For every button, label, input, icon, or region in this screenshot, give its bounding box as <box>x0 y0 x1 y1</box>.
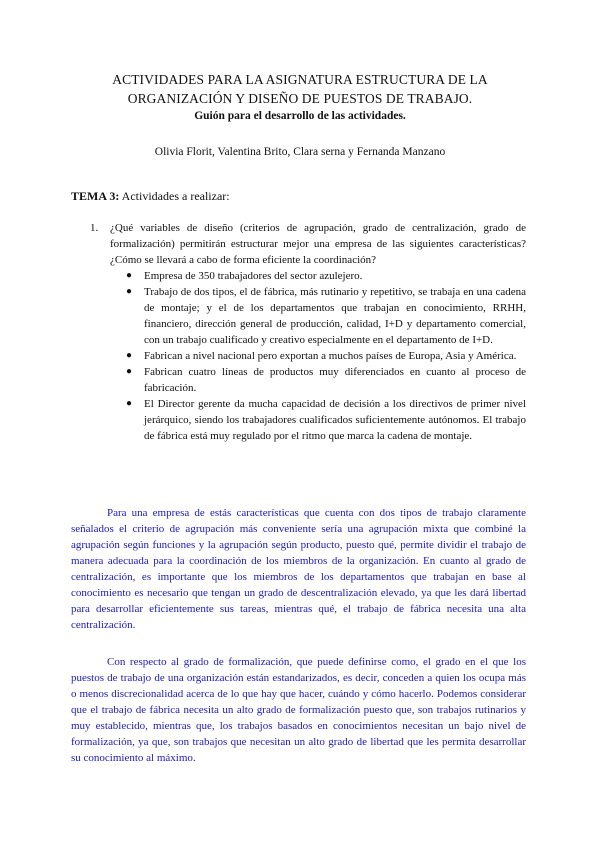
question-block <box>90 220 526 444</box>
bullet-text: Empresa de 350 trabajadores del sector azulejero. <box>144 270 363 282</box>
list-item <box>126 268 526 284</box>
bullet-icon: ● <box>126 350 133 361</box>
bullet-list <box>126 268 526 444</box>
title-line-1: ACTIVIDADES PARA LA ASIGNATURA ESTRUCTURA DE LA <box>112 72 488 87</box>
answer-paragraph-2: Con respecto al grado de formalización, que puede definirse como, el grado en el que los puestos de trabajo de una organización están estandarizados, es decir, conceden a quien los ocupa más o menos discrecionalidad acerca de lo que hay que hacer, cuándo y cómo hacerlo. Podemos considerar que el trabajo de fábrica necesita un alto grado de formalización puesto que, son trabajos rutinarios y muy establecido, mientras que, los trabajos basados en conocimientos necesitan un bajo nivel de formalización, ya que, son trabajos que necesitan un alto grado de libertad que les permita desarrollar su conocimiento al máximo. <box>71 656 526 764</box>
list-item <box>126 348 526 364</box>
list-item <box>126 284 526 348</box>
document-title <box>60 70 540 108</box>
title-line-2: ORGANIZACIÓN Y DISEÑO DE PUESTOS DE TRABAJO. <box>127 91 473 106</box>
bullet-text: Fabrican a nivel nacional pero exportan a muchos países de Europa, Asia y América. <box>144 350 517 362</box>
bullet-text: Fabrican cuatro líneas de productos muy diferenciados en cuanto al proceso de fabricación. <box>144 366 526 394</box>
list-item <box>126 396 526 444</box>
tema-text: Actividades a realizar: <box>119 189 230 203</box>
bullet-icon: ● <box>126 366 133 377</box>
bullet-icon: ● <box>126 270 133 281</box>
bullet-text: El Director gerente da mucha capacidad de decisión a los directivos de primer nivel jerárquico, siendo los trabajadores cualificados suficientemente autónomos. El trabajo de fábrica está muy regulado por el ritmo que marca la cadena de montaje. <box>144 398 526 442</box>
authors-line: Olivia Florit, Valentina Brito, Clara serna y Fernanda Manzano <box>154 146 446 158</box>
tema-label: TEMA 3: <box>71 189 120 203</box>
bullet-icon: ● <box>126 398 133 409</box>
answer-paragraph-1: Para una empresa de estás características que cuenta con dos tipos de trabajo claramente señalados el criterio de agrupación más conveniente sería una agrupación mixta que combiné la agrupación según funciones y la agrupación según producto, puesto qué, permite dividir el trabajo de manera adecuada para la coordinación de los miembros de la organización. En cuanto al grado de centralización, es importante que los miembros de los departamentos que trabajan en base al conocimiento es necesario que tengan un grado de descentralización elevado, ya que les dará libertad para desarrollar eficientemente sus tareas, mientras qué, el trabajo de fábrica necesita una alta centralización. <box>71 507 526 631</box>
bullet-text: Trabajo de dos tipos, el de fábrica, más rutinario y repetitivo, se trabaja en una cadena de montaje; y el de los departamentos que trabajan en conocimiento, RRHH, financiero, dirección general de producción, calidad, I+D y departamento comercial, con un trabajo cualificado y creativo especialmente en el departamento de I+D. <box>144 286 526 346</box>
document-subtitle: Guión para el desarrollo de las actividades. <box>194 110 406 122</box>
tema-heading <box>71 188 230 204</box>
question-text: ¿Qué variables de diseño (criterios de agrupación, grado de centralización, grado de formalización) permitirán estructurar mejor una empresa de las siguientes características? ¿Cómo se llevará a cabo de forma eficiente la coordinación? <box>110 222 526 266</box>
list-item <box>126 364 526 396</box>
question-number: 1. <box>90 222 99 234</box>
bullet-icon: ● <box>126 286 133 297</box>
